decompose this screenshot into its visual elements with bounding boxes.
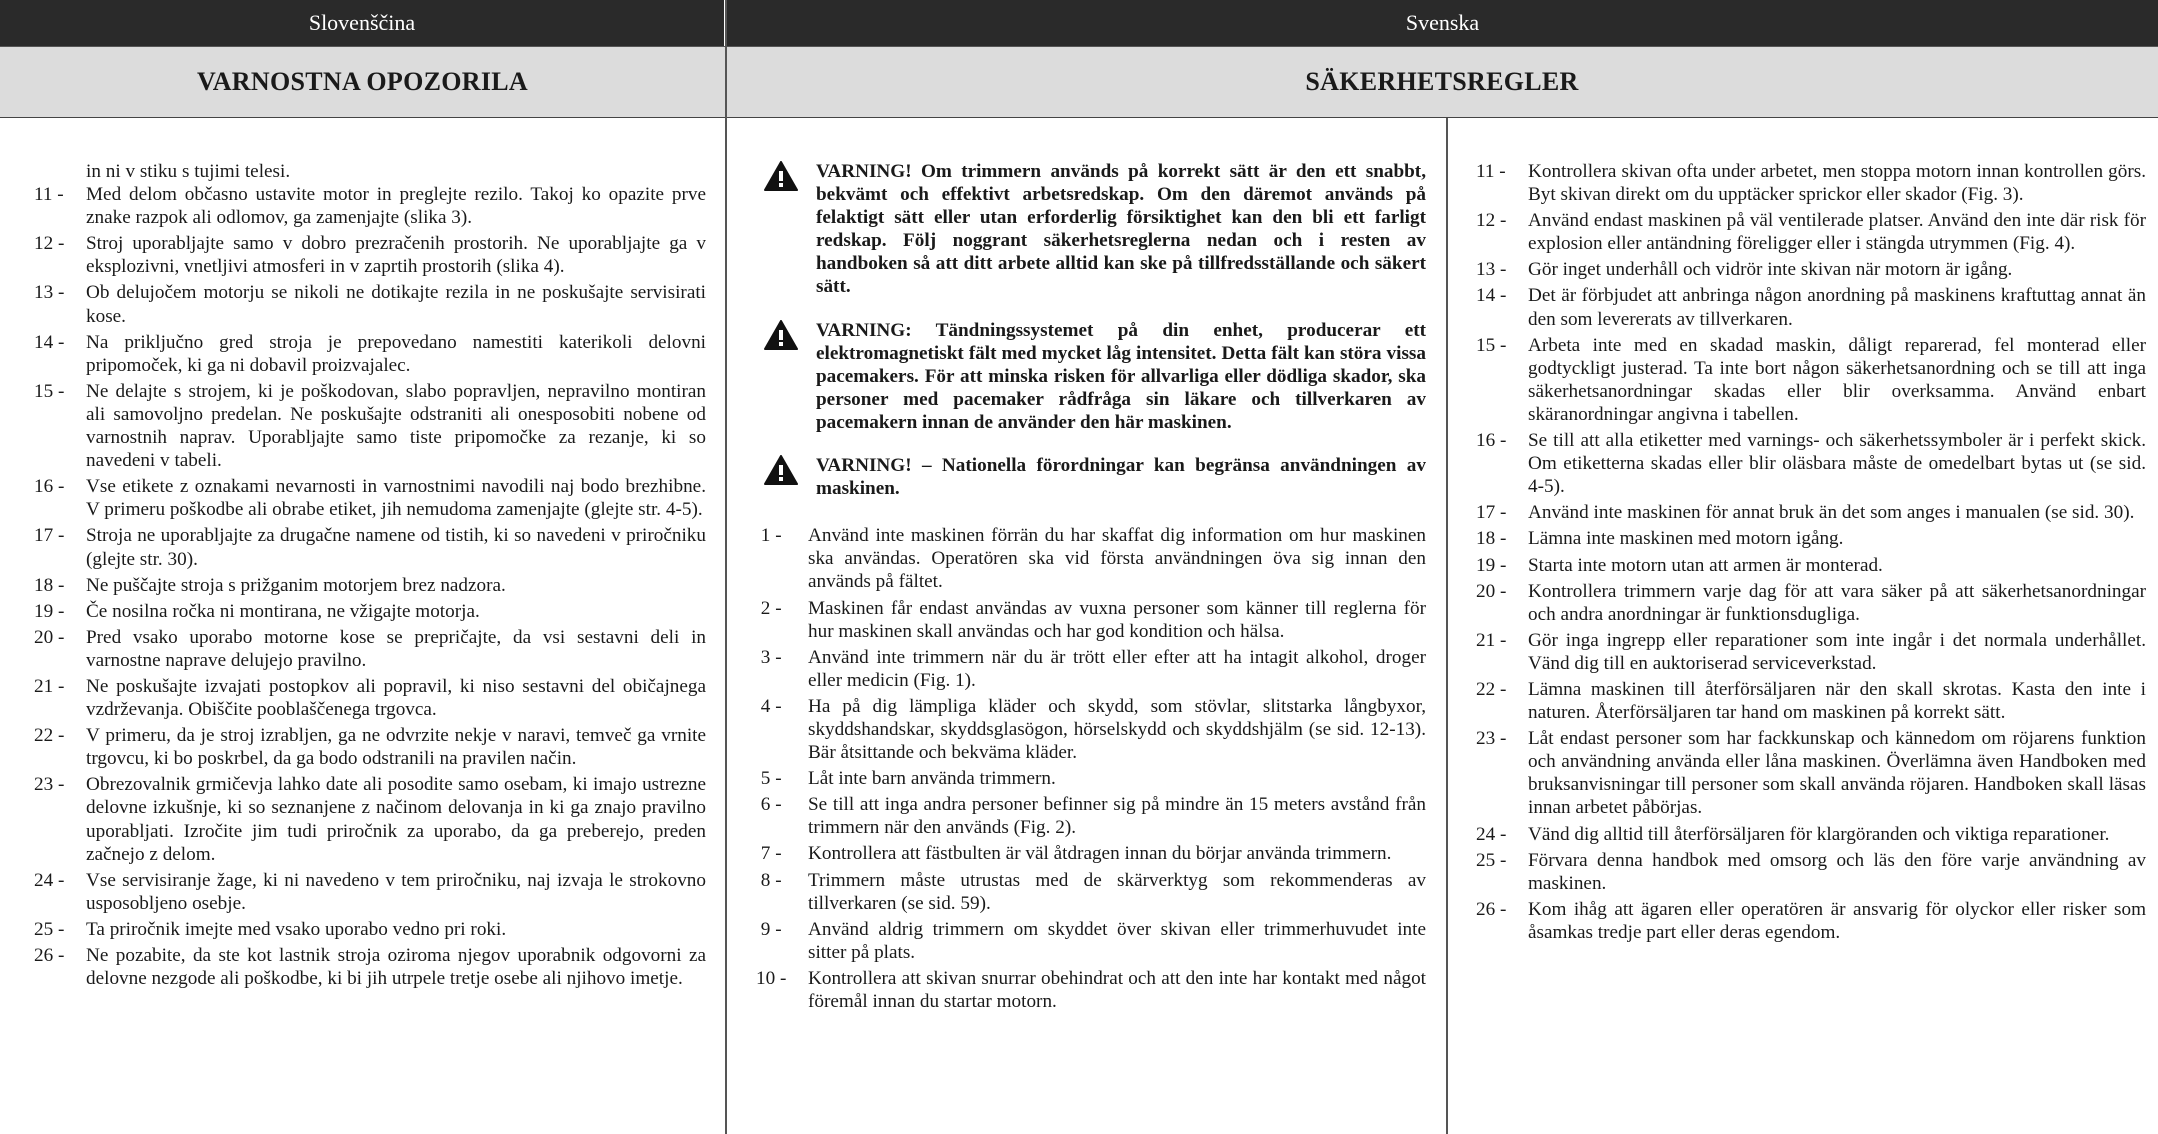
- item-text: Vse servisiranje žage, ki ni navedeno v tem priročniku, naj izvaja le strokovno usposobljeno osebje.: [86, 869, 706, 914]
- item-text: Använd aldrig trimmern om skyddet över skivan eller trimmerhuvudet inte sitter på plats.: [808, 918, 1426, 963]
- item-number: 15 -: [1476, 334, 1507, 356]
- language-label: Slovenščina: [308, 10, 416, 35]
- warning-triangle-icon: [764, 455, 798, 485]
- item-text: Obrezovalnik grmičevja lahko date ali posodite samo osebam, ki imajo ustrezne delovne izkušnje, ki so seznanjene z načinom delovanja in ki ga znajo pravilno uporabljati. Izročite jim tudi priročnik za uporabo, da ga preberejo, preden začnejo z delom.: [86, 774, 706, 865]
- item-number: 1 -: [756, 525, 782, 547]
- language-label: Svenska: [1405, 10, 1480, 35]
- item-text: Pred vsako uporabo motorne kose se prepričajte, da vsi sestavni deli in varnostne naprave delujejo pravilno.: [86, 626, 706, 671]
- numbered-item: [34, 944, 706, 990]
- item-number: 22 -: [1476, 678, 1507, 700]
- warning-triangle-icon: [764, 161, 798, 191]
- item-text: Stroj uporabljajte samo v dobro prezračenih prostorih. Ne uporabljajte ga v eksplozivni, vnetljivi atmosferi in v zaprtih prostorih (slika 4).: [86, 233, 706, 278]
- warning-text: VARNING! – Nationella förordningar kan begränsa användningen av maskinen.: [816, 455, 1426, 500]
- item-text: Se till att inga andra personer befinner sig på mindre än 15 meters avstånd från trimmern när den används (Fig. 2).: [808, 794, 1426, 839]
- item-text: Låt endast personer som har fackkunskap och kännedom om röjarens funktion och användning använda eller låna maskinen. Överlämna även Handboken med bruksanvisningar till personer som skall använda röjaren. Handboken skall läsas innan arbetet påbörjas.: [1528, 728, 2146, 819]
- language-header-slovenian: [0, 0, 724, 46]
- item-number: 23 -: [1476, 728, 1507, 750]
- slovenian-column: [34, 160, 706, 993]
- warning-notice: [756, 454, 1426, 500]
- item-number: 26 -: [34, 945, 65, 966]
- item-text: Ta priročnik imejte med vsako uporabo vedno pri roki.: [86, 918, 507, 940]
- numbered-item: [1476, 727, 2146, 819]
- item-text: Med delom občasno ustavite motor in preglejte rezilo. Takoj ko opazite prve znake razpok ali odlomov, ga zamenjajte (slika 3).: [86, 184, 706, 229]
- item-number: 5 -: [756, 768, 782, 790]
- numbered-item: [34, 331, 706, 377]
- item-text: Ne pozabite, da ste kot lastnik stroja oziroma njegov uporabnik odgovorni za delovne nezgode ali poškodbe, ki bi jih utrpele tretje osebe ali njihovo imetje.: [86, 945, 706, 990]
- item-number: 15 -: [34, 380, 65, 402]
- numbered-item: [756, 869, 1426, 915]
- numbered-item: [34, 380, 706, 472]
- item-text: Kontrollera att fästbulten är väl åtdragen innan du börjar använda trimmern.: [808, 843, 1392, 865]
- item-text: Kontrollera att skivan snurrar obehindrat och att den inte har kontakt med något föremål innan du startar motorn.: [808, 967, 1426, 1012]
- warning-text: VARNING! Om trimmern används på korrekt sätt är den ett snabbt, bekvämt och effektivt arbetsredskap. Om den däremot används på felaktigt sätt eller utan erforderlig försiktighet kan den bli ett farligt redskap. Följ noggrant säkerhetsreglerna nedan och i resten av handboken så att ditt arbete alltid kan ske på tillfredsställande och säkert sätt.: [816, 161, 1426, 298]
- item-text: Ne poskušajte izvajati postopkov ali popravil, ki niso sestavni del običajnega vzdrževanja. Obiščite pooblaščenega trgovca.: [86, 675, 706, 721]
- numbered-item: [34, 281, 706, 327]
- numbered-item: [1476, 678, 2146, 724]
- item-number: 18 -: [34, 574, 65, 596]
- item-number: 19 -: [34, 600, 65, 622]
- item-text: Na priključno gred stroja je prepovedano namestiti katerikoli delovni pripomoček, ki ga ni dobavil proizvajalec.: [86, 331, 706, 376]
- numbered-item: [756, 767, 1426, 790]
- numbered-item: [1476, 284, 2146, 330]
- item-number: 8 -: [756, 869, 782, 891]
- numbered-item: [1476, 334, 2146, 426]
- item-text: Använd inte maskinen för annat bruk än det som anges i manualen (se sid. 30).: [1528, 502, 2135, 524]
- numbered-item: [756, 967, 1426, 1013]
- section-title: VARNOSTNA OPOZORILA: [196, 67, 528, 96]
- swedish-right-column: [1476, 160, 2146, 947]
- item-text: Kontrollera skivan ofta under arbetet, men stoppa motorn innan kontrollen görs. Byt skivan direkt om du upptäcker sprickor eller skador (Fig. 3).: [1528, 161, 2146, 206]
- numbered-item: [34, 183, 706, 229]
- section-title: SÄKERHETSREGLER: [1305, 67, 1579, 96]
- item-text: Vänd dig alltid till återförsäljaren för klargöranden och viktiga reparationer.: [1528, 823, 2110, 845]
- item-number: 7 -: [756, 843, 782, 865]
- item-text: Lämna inte maskinen med motorn igång.: [1528, 528, 1844, 550]
- item-text: Ob delujočem motorju se nikoli ne dotikajte rezila in ne poskušajte servisirati kose.: [86, 282, 706, 327]
- numbered-item: [34, 232, 706, 278]
- numbered-item: [756, 524, 1426, 593]
- item-number: 25 -: [34, 918, 65, 940]
- numbered-item: [756, 646, 1426, 692]
- numbered-item: [34, 626, 706, 672]
- item-text: Använd endast maskinen på väl ventilerade platser. Använd den inte där risk för explosion eller antändning föreligger eller i stängda utrymmen (Fig. 4).: [1528, 210, 2146, 255]
- item-text: Förvara denna handbok med omsorg och läs den före varje användning av maskinen.: [1528, 849, 2146, 894]
- numbered-item: [34, 869, 706, 915]
- item-number: 11 -: [1476, 161, 1506, 182]
- numbered-item: [34, 724, 706, 770]
- language-header-swedish: [727, 0, 2158, 46]
- item-number: 20 -: [34, 626, 65, 648]
- item-number: 21 -: [1476, 629, 1507, 651]
- item-text: Kom ihåg att ägaren eller operatören är ansvarig för olyckor eller risker som åsamkas tredje part eller deras egendom.: [1528, 898, 2146, 943]
- numbered-item: [756, 918, 1426, 964]
- item-text: Kontrollera trimmern varje dag för att vara säker på att säkerhetsanordningar och andra anordningar är funktionsdugliga.: [1528, 580, 2146, 625]
- item-number: 22 -: [34, 725, 65, 747]
- item-text: Maskinen får endast användas av vuxna personer som känner till reglerna för hur maskinen skall användas och har god kondition och hälsa.: [808, 597, 1426, 642]
- column-divider: [1446, 118, 1448, 1134]
- item-number: 26 -: [1476, 898, 1507, 920]
- numbered-item: [1476, 501, 2146, 524]
- item-number: 21 -: [34, 675, 65, 697]
- item-number: 14 -: [1476, 285, 1507, 307]
- numbered-item: [756, 842, 1426, 865]
- item-text: Ha på dig lämpliga kläder och skydd, som stövlar, slitstarka långbyxor, skyddshandskar, skyddsglasögon, hörselskydd och skyddshjälm (se sid. 12-13). Bär åtsittande och bekväma kläder.: [808, 695, 1426, 764]
- warning-text: VARNING: Tändningssystemet på din enhet, producerar ett elektromagnetiskt fält med mycket låg intensitet. Detta fält kan störa vissa pacemakers. För att minska risken för allvarliga eller dödliga skador, ska personer med pacemaker rådfråga sin läkare och tillverkaren av pacemakern innan de använder den här maskinen.: [816, 319, 1426, 433]
- item-number: 11 -: [34, 184, 64, 206]
- item-number: 16 -: [34, 476, 65, 498]
- item-text: Gör inget underhåll och vidrör inte skivan när motorn är igång.: [1528, 259, 2013, 281]
- warning-notice: [756, 160, 1426, 299]
- item-text: Starta inte motorn utan att armen är monterad.: [1528, 554, 1883, 576]
- item-number: 24 -: [1476, 823, 1507, 845]
- item-text: Če nosilna ročka ni montirana, ne vžigajte motorja.: [86, 600, 480, 622]
- numbered-item: [1476, 160, 2146, 206]
- item-text: Gör inga ingrepp eller reparationer som inte ingår i det normala underhållet. Vänd dig till en auktoriserad serviceverkstad.: [1528, 629, 2146, 674]
- numbered-item: [34, 600, 706, 623]
- item-number: 23 -: [34, 774, 65, 796]
- item-number: 13 -: [34, 282, 65, 304]
- item-text: V primeru, da je stroj izrabljen, ga ne odvrzite nekje v naravi, temveč ga vrnite trgovcu, ki bo poskrbel, da ga bodo odstranili na pravilen način.: [86, 725, 706, 770]
- item-number: 18 -: [1476, 528, 1507, 550]
- item-number: 4 -: [756, 695, 782, 717]
- numbered-item: [34, 524, 706, 570]
- warning-notice: [756, 319, 1426, 434]
- numbered-item: [34, 675, 706, 721]
- item-text: Lämna maskinen till återförsäljaren när den skall skrotas. Kasta den inte i naturen. Återförsäljaren tar hand om maskinen på korrekt sätt.: [1528, 678, 2146, 724]
- numbered-item: [1476, 527, 2146, 550]
- swedish-item-list: [1476, 160, 2146, 944]
- item-number: 6 -: [756, 794, 782, 816]
- item-text: Vse etikete z oznakami nevarnosti in varnostnimi navodili naj bodo brezhibne. V primeru poškodbe ali obrabe etiket, jih nemudoma zamenjajte (glejte str. 4-5).: [86, 476, 706, 521]
- item-number: 9 -: [756, 918, 782, 940]
- item-text: Låt inte barn använda trimmern.: [808, 768, 1056, 790]
- item-number: 20 -: [1476, 580, 1507, 602]
- numbered-item: [1476, 629, 2146, 675]
- numbered-item: [1476, 258, 2146, 281]
- numbered-item: [1476, 580, 2146, 626]
- swedish-left-column: [756, 160, 1426, 1016]
- item-number: 12 -: [1476, 210, 1507, 232]
- numbered-item: [34, 475, 706, 521]
- numbered-item: [34, 918, 706, 941]
- item-number: 25 -: [1476, 849, 1507, 871]
- item-number: 16 -: [1476, 430, 1507, 452]
- item-text: Arbeta inte med en skadad maskin, dåligt reparerad, fel monterad eller godtyckligt justerad. Ta inte bort någon säkerhetsanordning och se till att inga säkerhetsanordningar skadas eller blir overksamma. Använd enbart skäranordningar angivna i tabellen.: [1528, 334, 2146, 425]
- swedish-item-list: [756, 524, 1426, 1013]
- continued-text: in ni v stiku s tujimi telesi.: [86, 161, 291, 182]
- section-title-swedish: [726, 46, 2158, 118]
- item-text: Det är förbjudet att anbringa någon anordning på maskinens kraftuttag annat än den som levererats av tillverkaren.: [1528, 285, 2146, 330]
- item-text: Använd inte trimmern när du är trött eller efter att ha intagit alkohol, droger eller medicin (Fig. 1).: [808, 646, 1426, 691]
- item-number: 14 -: [34, 331, 65, 353]
- item-text: Ne puščajte stroja s prižganim motorjem brez nadzora.: [86, 574, 506, 596]
- numbered-item: [756, 695, 1426, 764]
- numbered-item: [756, 793, 1426, 839]
- item-text: Stroja ne uporabljajte za drugačne namene od tistih, ki so navedeni v priročniku (glejte str. 30).: [86, 525, 706, 570]
- item-text: Ne delajte s strojem, ki je poškodovan, slabo popravljen, nepravilno montiran ali samovoljno predelan. Ne poskušajte odstraniti ali onesposobiti nobene od varnostnih naprav. Uporabljajte samo tiste pripomočke za rezanje, ki so navedeni v tabeli.: [86, 380, 706, 472]
- numbered-item: [1476, 429, 2146, 498]
- item-text: Använd inte maskinen förrän du har skaffat dig information om hur maskinen ska användas. Operatören ska vid första användningen öva sig innan den används på fältet.: [808, 525, 1426, 593]
- item-number: 10 -: [756, 967, 787, 989]
- numbered-item: [1476, 554, 2146, 577]
- numbered-item: [1476, 898, 2146, 944]
- numbered-item: [1476, 209, 2146, 255]
- numbered-item: [1476, 849, 2146, 895]
- slovenian-item-list: [34, 183, 706, 990]
- item-number: 17 -: [1476, 502, 1507, 524]
- item-number: 3 -: [756, 646, 782, 668]
- warning-list: [756, 160, 1426, 500]
- numbered-item: [1476, 823, 2146, 846]
- item-text: Se till att alla etiketter med varnings- och säkerhetssymboler är i perfekt skick. Om etiketterna skadas eller blir oläsbara måste de omedelbart bytas ut (se sid. 4-5).: [1528, 430, 2146, 498]
- item-number: 24 -: [34, 869, 65, 891]
- item-number: 17 -: [34, 525, 65, 547]
- section-title-slovenian: [0, 46, 725, 118]
- item-text: Trimmern måste utrustas med de skärverktyg som rekommenderas av tillverkaren (se sid. 59).: [808, 869, 1426, 914]
- numbered-item: [756, 597, 1426, 643]
- numbered-item: [34, 773, 706, 865]
- item-number: 2 -: [756, 597, 782, 619]
- item-number: 12 -: [34, 233, 65, 255]
- column-divider: [725, 0, 727, 1134]
- item-number: 19 -: [1476, 554, 1507, 576]
- numbered-item: [34, 574, 706, 597]
- warning-triangle-icon: [764, 320, 798, 350]
- item-number: 13 -: [1476, 259, 1507, 281]
